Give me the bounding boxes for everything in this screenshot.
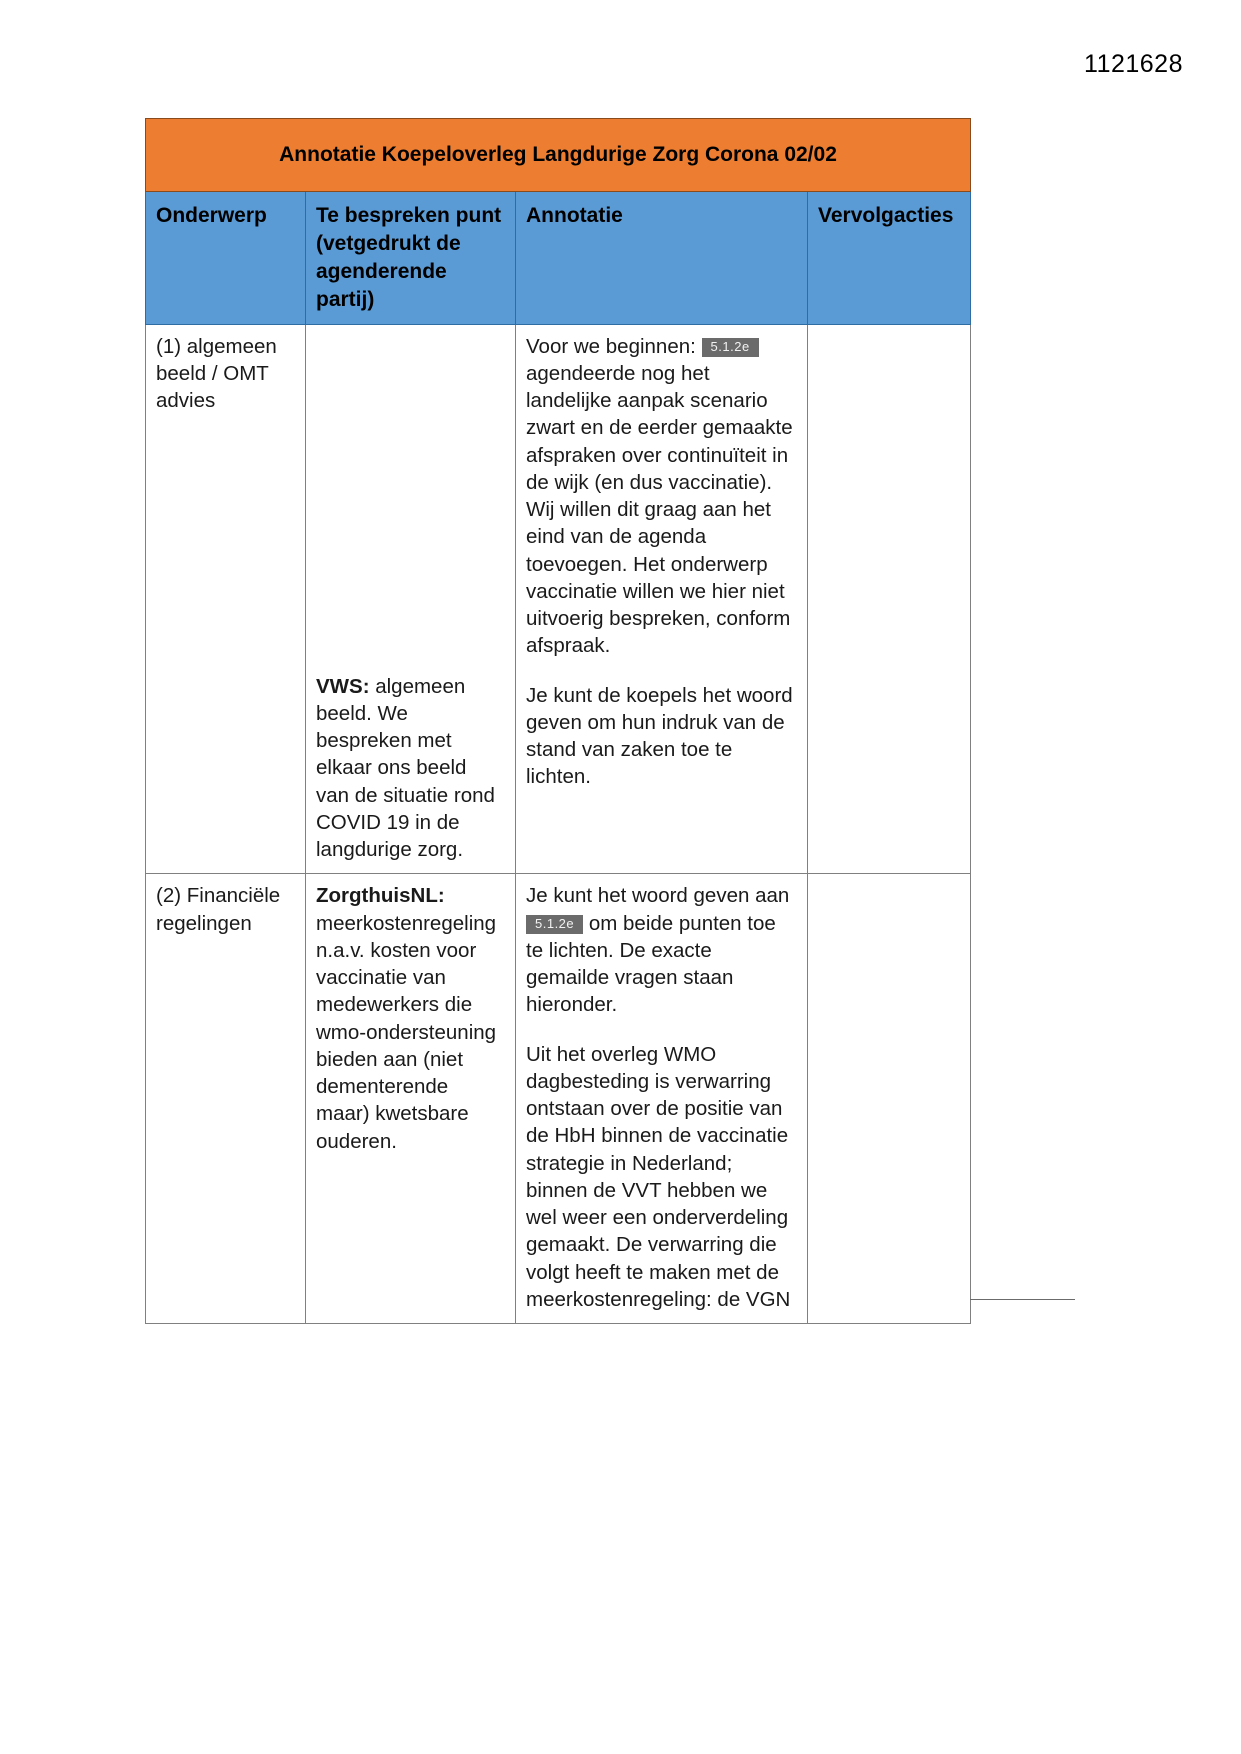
cell-te-bespreken-punt xyxy=(306,874,516,1324)
column-header-te-bespreken-punt-line3: agenderende partij) xyxy=(316,259,447,311)
cell-onderwerp: (2) Financiële regelingen xyxy=(146,874,306,1324)
column-header-vervolgacties: Vervolgacties xyxy=(808,191,971,324)
te-bespreken-punt-text: meerkostenregeling n.a.v. kosten voor vaccinatie van medewerkers die wmo-ondersteuning bieden aan (niet dementerende maar) kwetsbare ouderen. xyxy=(316,911,497,1153)
annotatie-text-before-redaction: Voor we beginnen: xyxy=(526,334,696,358)
table-row xyxy=(146,324,971,874)
cell-te-bespreken-punt xyxy=(306,324,516,874)
table-row xyxy=(146,874,971,1324)
table-header-row xyxy=(146,191,971,324)
annotatie-text-before-redaction: Je kunt het woord geven aan xyxy=(526,884,790,908)
table-title: Annotatie Koepeloverleg Langdurige Zorg Corona 02/02 xyxy=(146,119,971,192)
cell-paragraph: Je kunt de koepels het woord geven om hun indruk van de stand van zaken toe te lichten. xyxy=(526,683,793,789)
page-bottom-rule xyxy=(970,1299,1075,1300)
cell-annotatie xyxy=(516,874,808,1324)
cell-annotatie xyxy=(516,324,808,874)
agenderende-partij-label: ZorgthuisNL: xyxy=(316,884,445,908)
cell-vervolgacties xyxy=(808,324,971,874)
cell-paragraph xyxy=(316,673,505,864)
cell-paragraph: Uit het overleg WMO dagbesteding is verwarring ontstaan over de positie van de HbH binnen de vaccinatie strategie in Nederland; binnen de VVT hebben we wel weer een onderverdeling gemaakt. De verwarring die volgt heeft te maken met de meerkostenregeling: de VGN xyxy=(526,1042,791,1311)
column-header-te-bespreken-punt-line1: Te bespreken punt xyxy=(316,203,502,227)
cell-paragraph xyxy=(316,882,505,1155)
cell-top-spacer xyxy=(316,333,505,673)
page-number: 1121628 xyxy=(1084,50,1183,78)
column-header-annotatie: Annotatie xyxy=(516,191,808,324)
annotation-table xyxy=(145,118,971,1324)
table-title-row xyxy=(146,119,971,192)
annotatie-text-after-redaction: agendeerde nog het landelijke aanpak scenario zwart en de eerder gemaakte afspraken over continuïteit in de wijk (en dus vaccinatie). Wij willen dit graag aan het eind van de agenda toevoegen. Het onderwerp vaccinatie willen we hier niet uitvoerig bespreken, conform afspraak. xyxy=(526,361,793,658)
redaction-badge: 5.1.2e xyxy=(702,338,759,357)
redaction-badge: 5.1.2e xyxy=(526,915,583,934)
column-header-te-bespreken-punt xyxy=(306,191,516,324)
column-header-te-bespreken-punt-line2: (vetgedrukt de xyxy=(316,231,461,255)
cell-onderwerp: (1) algemeen beeld / OMT advies xyxy=(146,324,306,874)
column-header-onderwerp: Onderwerp xyxy=(146,191,306,324)
agenderende-partij-label: VWS: xyxy=(316,674,370,698)
cell-vervolgacties xyxy=(808,874,971,1324)
annotation-table-container xyxy=(145,118,970,1324)
annotatie-text-after-redaction: om beide punten toe te lichten. De exacte gemailde vragen staan hieronder. xyxy=(526,911,776,1017)
cell-paragraph xyxy=(526,333,797,660)
cell-paragraph xyxy=(526,882,797,1018)
te-bespreken-punt-text: algemeen beeld. We bespreken met elkaar ons beeld van de situatie rond COVID 19 in de langdurige zorg. xyxy=(316,674,495,862)
